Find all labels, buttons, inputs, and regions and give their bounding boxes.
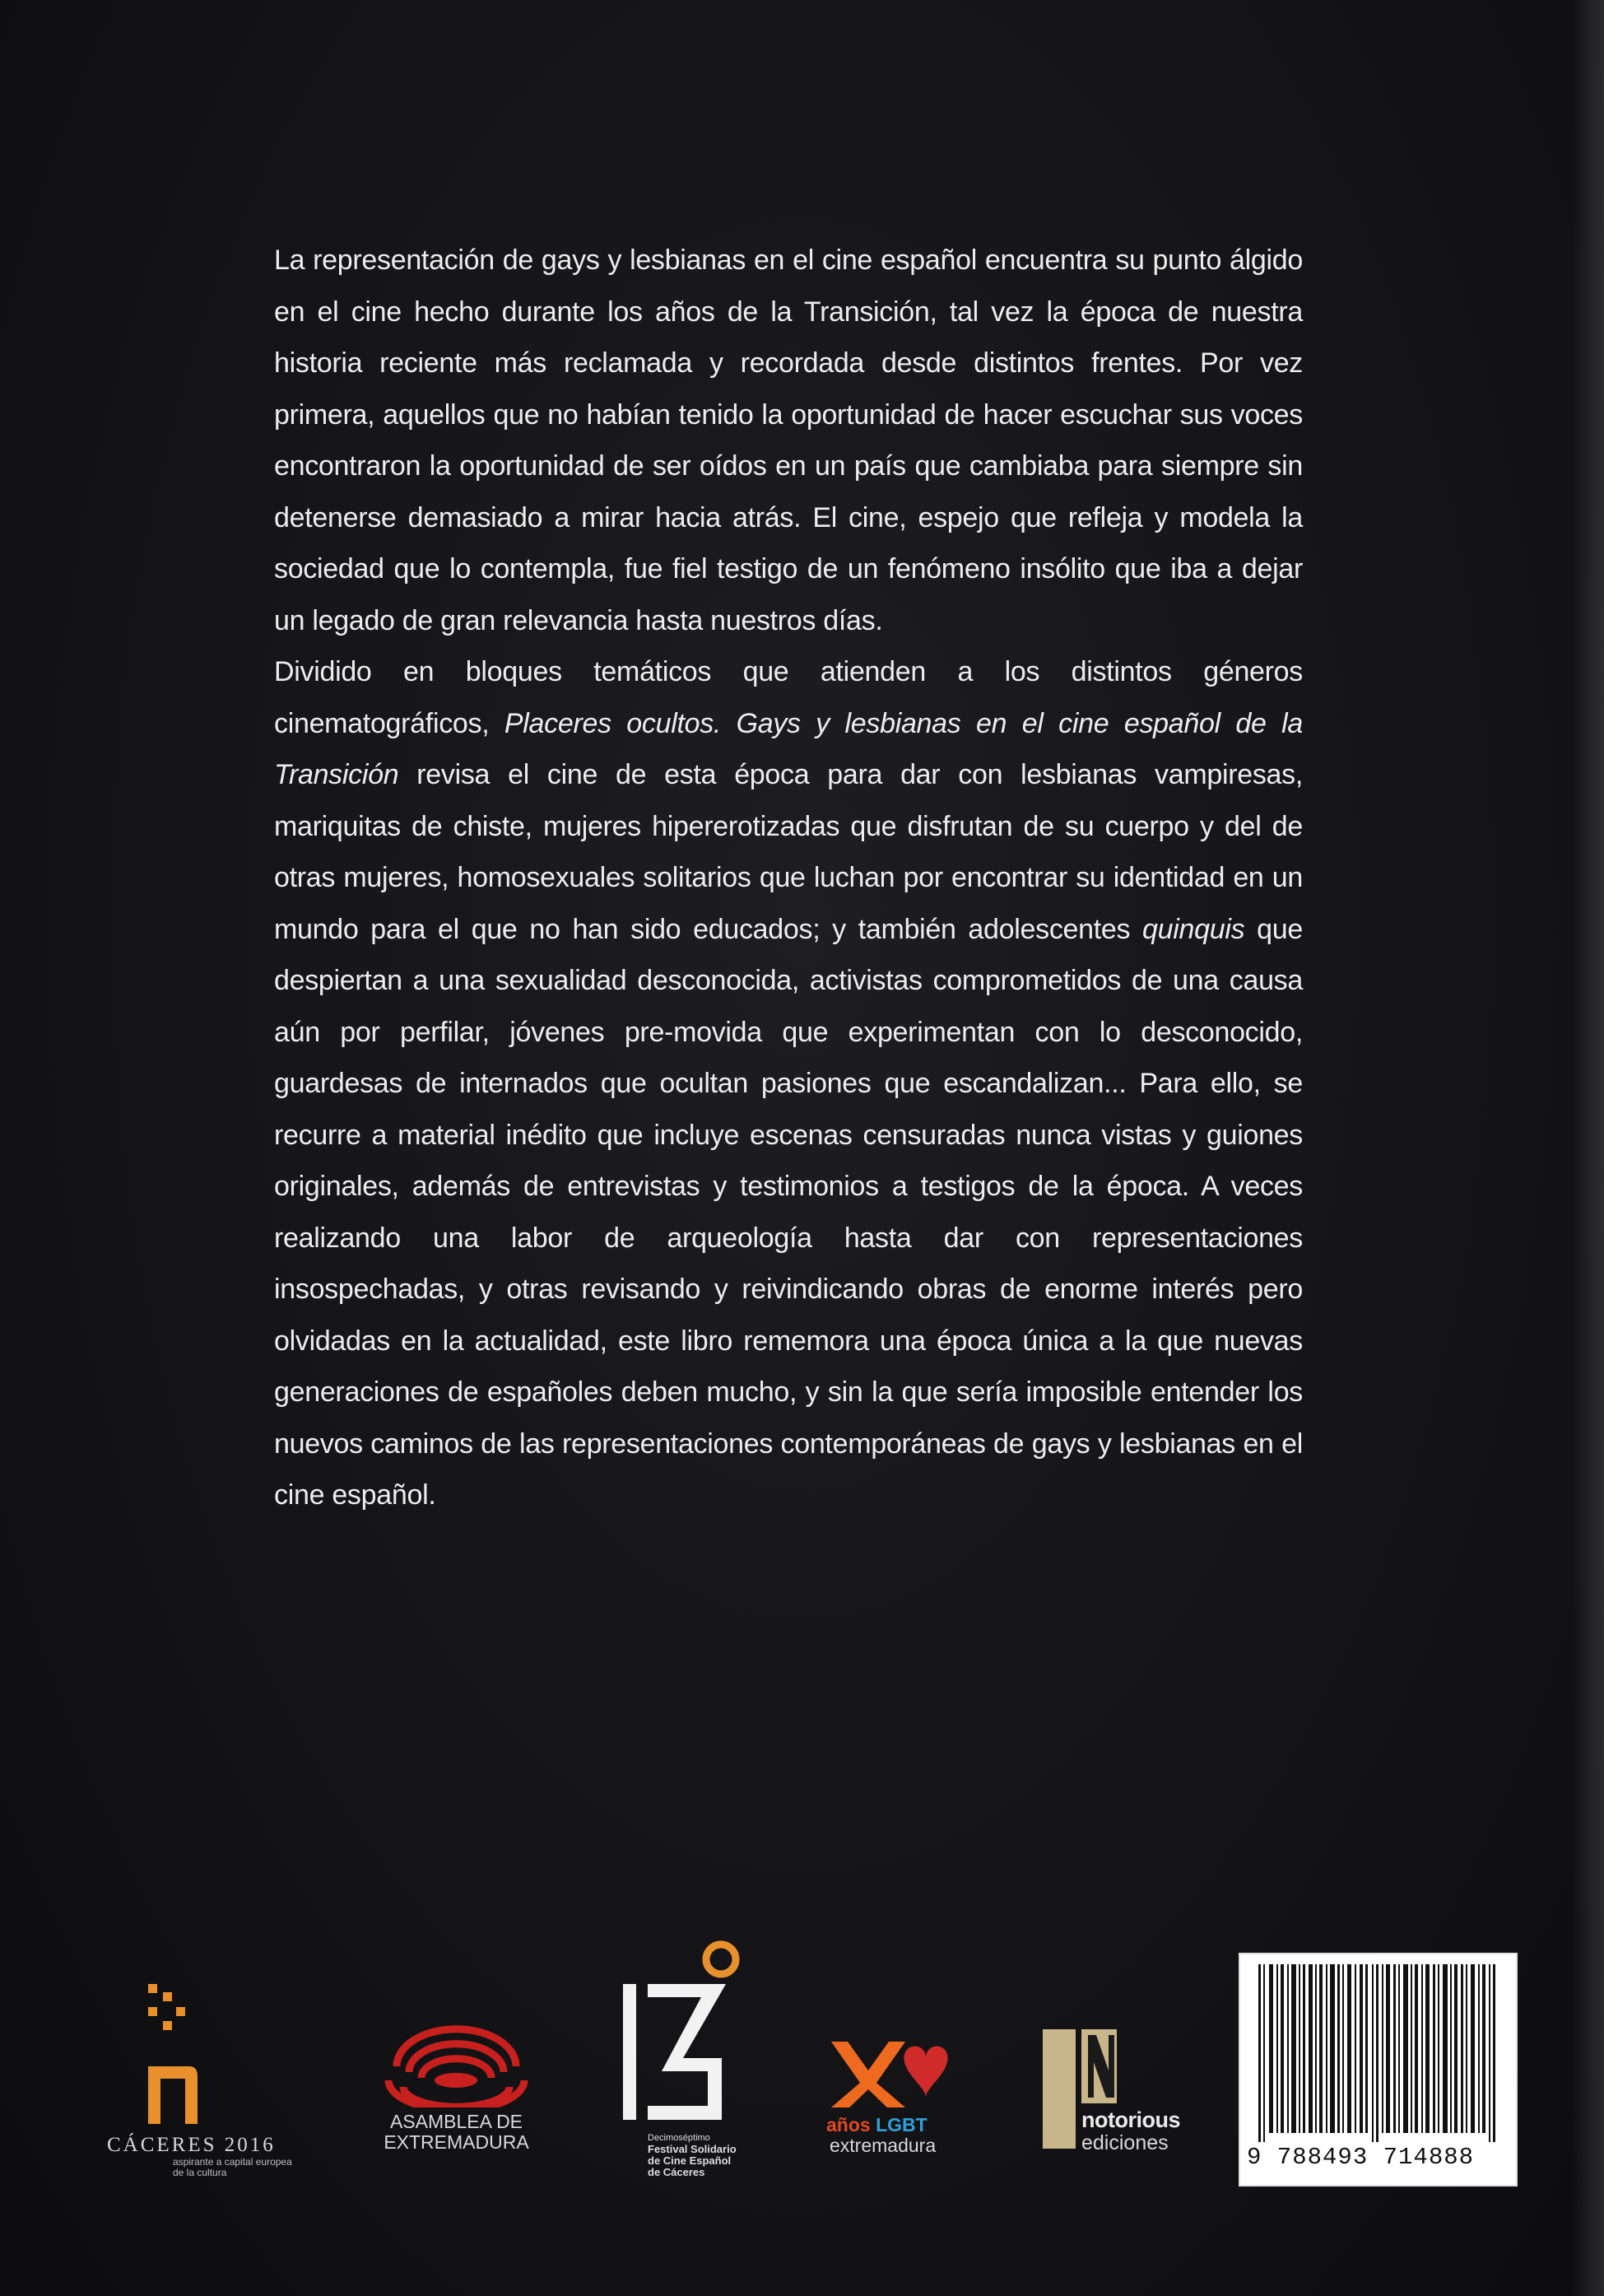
barcode-bars [1240,1954,1516,2144]
blurb-p2-middle: revisa el cine de esta época para dar con lesbianas vampiresas, mariquitas de chiste, mujeres hipererotizadas que disfrutan de su cuerpo y del de otras mujeres, homosexuales solitarios que luchan por encontrar su identidad en un mundo para el que no han sido educados; y también adolescentes [274,759,1303,945]
asamblea-line-1: ASAMBLEA DE [389,2111,523,2132]
festival-line-3: de Cine Español [648,2154,732,2167]
blurb-p2-end: que despiertan a una sexualidad desconocida, activistas comprometidos de una causa aún por perfilar, jóvenes pre-movida que experimentan con lo desconocido, guardesas de internados que ocultan pasiones que escandalizan... Para ello, se recurre a material inédito que incluye escenas censuradas nunca vistas y guiones originales, además de entrevistas y testimonios a testigos de la época. A veces realizando una labor de arqueología hasta dar con representaciones insospechadas, y otras revisando y reivindicando obras de enorme interés pero olvidadas en la actualidad, este libro rememora una época única a la que nuevas generaciones de españoles deben mucho, y sin la que sería imposible entender los nuevos caminos de las representaciones contemporáneas de gays y lesbianas en el cine español. [274,913,1303,1511]
asamblea-line-2: EXTREMADURA [384,2131,529,2153]
notorious-tagline: ediciones [1081,2131,1169,2154]
isbn-barcode [1239,1953,1518,2187]
assembly-hemicycle-icon [380,2021,532,2107]
lgbt-region: extremadura [830,2135,937,2156]
asamblea-extremadura-logo [380,2021,537,2186]
n-mark-icon [144,2058,202,2124]
festival-line-2: Festival Solidario [648,2143,737,2155]
blurb-p2-intro: Dividido en bloques temáticos que atienden a los distintos géneros cinematográficos, [274,656,1303,739]
quinquis-term: quinquis [1142,913,1245,945]
blurb-paragraph-2 [274,646,1303,1521]
blurb-paragraph-1: La representación de gays y lesbianas en el cine español encuentra su punto álgido en el cine hecho durante los años de la Transición, tal vez la época de nuestra historia reciente más reclamada y recordada desde distintos frentes. Por vez primera, aquellos que no habían tenido la oportunidad de hacer escuchar sus voces encontraron la oportunidad de ser oídos en un país que cambiaba para siempre sin detenerse demasiado a mirar hacia atrás. El cine, espejo que refleja y modela la sociedad que lo contempla, fue fiel testigo de un fenómeno insólito que iba a dejar un legado de gran relevancia hasta nuestros días. [274,245,1303,636]
festival-line-4: de Cáceres [648,2166,705,2178]
isbn-number: 9 788493 714888 [1247,2144,1475,2171]
book-title: Placeres ocultos. Gays y lesbianas en el cine español de la Transición [274,707,1303,790]
notorious-name: notorious [1081,2107,1180,2132]
anos-lgbt-logo [823,2025,971,2156]
x-heart-icon [823,2025,955,2107]
lgbt-wordmark [826,2114,928,2136]
festival-label [648,2132,755,2178]
notorious-ediciones-logo [1039,2025,1203,2154]
caceres-title: CÁCERES 2016 [107,2134,276,2156]
asamblea-label [380,2112,532,2153]
festival-mark-icon [619,1935,759,2132]
caceres-subtitle: aspirante a capital europea de la cultura [173,2156,292,2178]
blurb-text [274,235,1303,1521]
lgbt-word: LGBT [876,2114,928,2135]
anos-word: años [826,2114,871,2135]
festival-cine-logo [619,1935,759,2198]
festival-line-1: Decimoséptimo [648,2133,710,2143]
caceres-2016-logo [99,1984,292,2178]
